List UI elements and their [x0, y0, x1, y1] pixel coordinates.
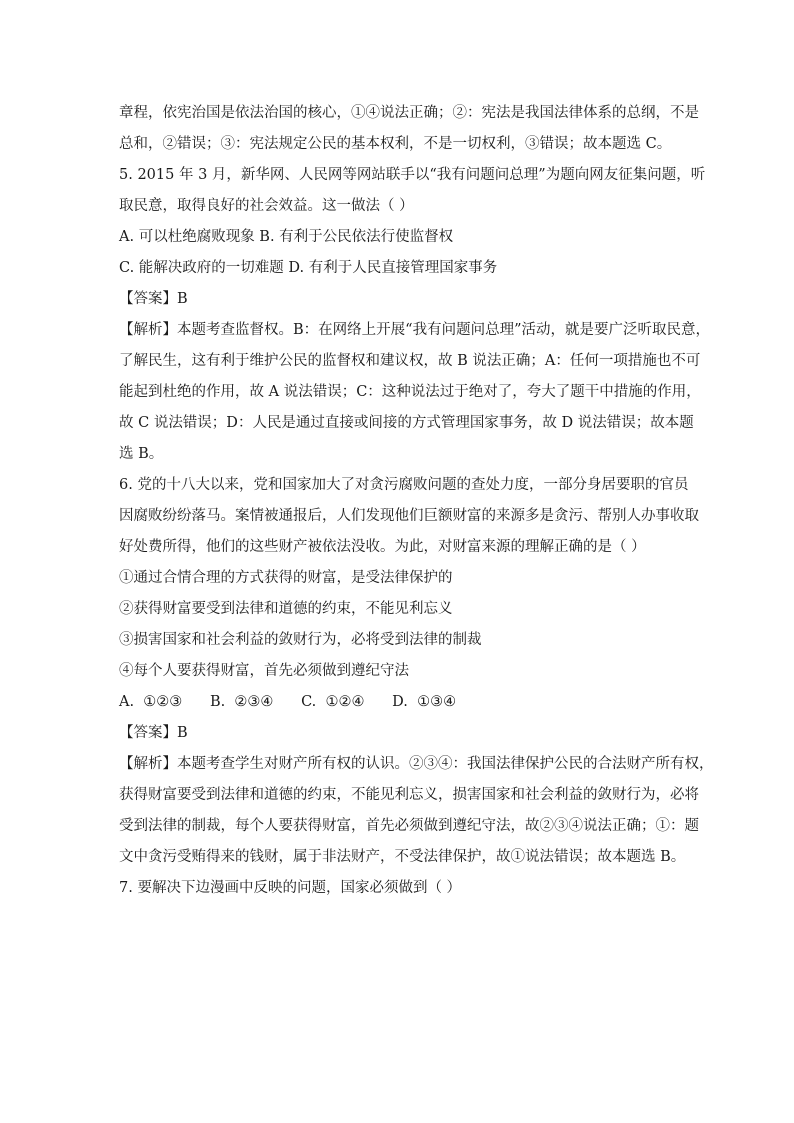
- question-5-stem: 5. 2015 年 3 月，新华网、人民网等网站联手以“我有问题问总理”为题向网友征集问题，听: [119, 167, 706, 183]
- document-page: [119, 98, 714, 904]
- statement-item: ②获得财富要受到法律和道德的约束，不能见利忘义: [119, 601, 453, 617]
- analysis-text: 受到法律的制裁，每个人要获得财富，首先必须做到遵纪守法，故②③④说法正确；①：题: [119, 818, 699, 834]
- question-5-stem: 取民意，取得良好的社会效益。这一做法（ ）: [119, 198, 414, 214]
- analysis-text: 能起到杜绝的作用，故 A 说法错误；C：这种说法过于绝对了，夸大了题干中措施的作用，: [119, 384, 701, 400]
- analysis-text: 文中贪污受贿得来的钱财，属于非法财产，不受法律保护，故①说法错误；故本题选 B。: [119, 849, 686, 865]
- analysis-text: 了解民生，这有利于维护公民的监督权和建议权，故 B 说法正确；A：任何一项措施也不可: [119, 353, 701, 369]
- question-6-stem: 6. 党的十八大以来，党和国家加大了对贪污腐败问题的查处力度，一部分身居要职的官员: [119, 477, 689, 493]
- statement-item: ①通过合情合理的方式获得的财富，是受法律保护的: [119, 570, 453, 586]
- analysis-text: 选 B。: [119, 446, 164, 462]
- question-5-options: C. 能解决政府的一切难题 D. 有利于人民直接管理国家事务: [119, 260, 498, 276]
- statement-item: ④每个人要获得财富，首先必须做到遵纪守法: [119, 663, 409, 679]
- analysis-text: 【解析】本题考查学生对财产所有权的认识。②③④：我国法律保护公民的合法财产所有权，: [119, 756, 714, 772]
- text-line: 总和，②错误；③：宪法规定公民的基本权利，不是一切权利，③错误；故本题选 C。: [119, 136, 672, 152]
- question-6-options: A. ①②③ B. ②③④ C. ①②④ D. ①③④: [119, 694, 457, 710]
- question-6-stem: 好处费所得，他们的这些财产被依法没收。为此，对财富来源的理解正确的是（ ）: [119, 539, 646, 555]
- question-5-options: A. 可以杜绝腐败现象 B. 有利于公民依法行使监督权: [119, 229, 454, 245]
- analysis-text: 故 C 说法错误；D：人民是通过直接或间接的方式管理国家事务，故 D 说法错误；故本题: [119, 415, 694, 431]
- analysis-text: 【解析】本题考查监督权。B：在网络上开展“我有问题问总理”活动，就是要广泛听取民意，: [119, 322, 710, 338]
- statement-item: ③损害国家和社会利益的敛财行为，必将受到法律的制裁: [119, 632, 482, 648]
- question-7-stem: 7. 要解决下边漫画中反映的问题，国家必须做到（ ）: [119, 880, 462, 896]
- answer-label: 【答案】B: [119, 291, 188, 307]
- text-line: 章程，依宪治国是依法治国的核心，①④说法正确；②：宪法是我国法律体系的总纲，不是: [119, 105, 699, 121]
- analysis-text: 获得财富要受到法律和道德的约束，不能见利忘义，损害国家和社会利益的敛财行为，必将: [119, 787, 699, 803]
- question-6-stem: 因腐败纷纷落马。案情被通报后，人们发现他们巨额财富的来源多是贪污、帮别人办事收取: [119, 508, 699, 524]
- answer-label: 【答案】B: [119, 725, 188, 741]
